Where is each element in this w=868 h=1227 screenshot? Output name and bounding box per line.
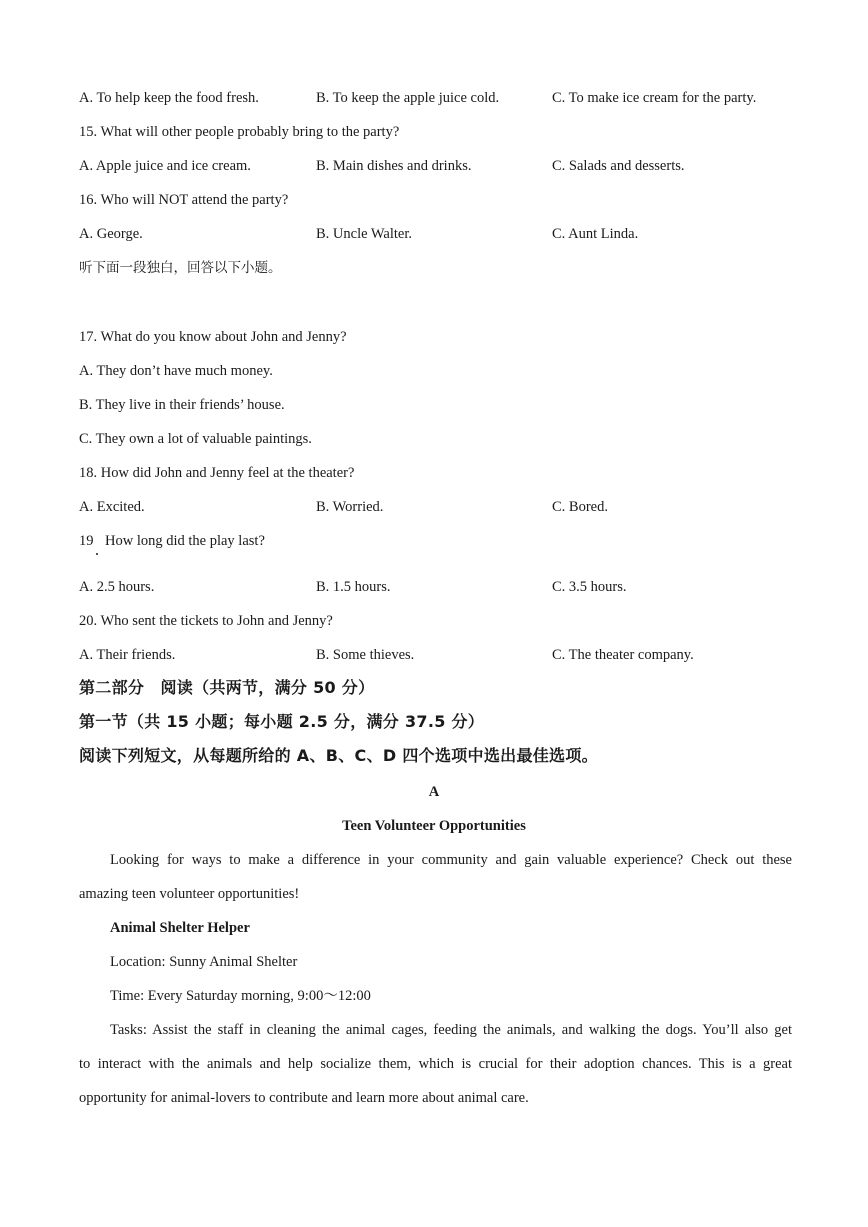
q19-question: How long did the play last? xyxy=(105,533,265,549)
q18-question: 18. How did John and Jenny feel at the theater? xyxy=(79,465,355,481)
part2-heading: 第二部分 阅读（共两节，满分 50 分） xyxy=(79,678,375,697)
q20-option-a: A. Their friends. xyxy=(79,647,176,663)
q19-period-dot xyxy=(96,553,98,555)
q15-option-b: B. Main dishes and drinks. xyxy=(316,158,472,174)
q14-option-b: B. To keep the apple juice cold. xyxy=(316,90,500,106)
reading-instruction: 阅读下列短文，从每题所给的 A、B、C、D 四个选项中选出最佳选项。 xyxy=(79,746,598,765)
q16-option-b: B. Uncle Walter. xyxy=(316,226,413,242)
section1-heading: 第一节（共 15 小题；每小题 2.5 分，满分 37.5 分） xyxy=(79,712,485,731)
item-tasks-line3: opportunity for animal-lovers to contribute and learn more about animal care. xyxy=(79,1090,529,1106)
q17-question: 17. What do you know about John and Jenny? xyxy=(79,329,347,345)
item-time: Time: Every Saturday morning, 9:00～12:00 xyxy=(110,988,371,1004)
passage-intro-line1: Looking for ways to make a difference in your community and gain valuable experience? Check out these xyxy=(110,852,792,868)
q16-question: 16. Who will NOT attend the party? xyxy=(79,192,289,208)
q18-option-a: A. Excited. xyxy=(79,499,145,515)
passage-title: Teen Volunteer Opportunities xyxy=(342,818,526,834)
q14-option-c: C. To make ice cream for the party. xyxy=(552,90,757,106)
q17-option-c: C. They own a lot of valuable paintings. xyxy=(79,431,312,447)
monologue-instruction: 听下面一段独白，回答以下小题。 xyxy=(79,260,282,276)
q14-option-a: A. To help keep the food fresh. xyxy=(79,90,259,106)
item-title: Animal Shelter Helper xyxy=(110,920,250,936)
item-tasks-line1: Tasks: Assist the staff in cleaning the animal cages, feeding the animals, and walking the dogs. You’ll also get xyxy=(110,1022,792,1038)
item-tasks-line2: to interact with the animals and help socialize them, which is crucial for their adoption chances. This is a great xyxy=(79,1056,792,1072)
q20-question: 20. Who sent the tickets to John and Jenny? xyxy=(79,613,333,629)
passage-letter: A xyxy=(428,784,440,800)
q19-number: 19 xyxy=(79,533,94,549)
q20-option-c: C. The theater company. xyxy=(552,647,694,663)
q17-option-a: A. They don’t have much money. xyxy=(79,363,273,379)
item-location: Location: Sunny Animal Shelter xyxy=(110,954,298,970)
q19-option-b: B. 1.5 hours. xyxy=(316,579,391,595)
q16-option-c: C. Aunt Linda. xyxy=(552,226,639,242)
q19-option-a: A. 2.5 hours. xyxy=(79,579,155,595)
q18-option-b: B. Worried. xyxy=(316,499,384,515)
q15-question: 15. What will other people probably bring to the party? xyxy=(79,124,400,140)
q20-option-b: B. Some thieves. xyxy=(316,647,415,663)
q19-option-c: C. 3.5 hours. xyxy=(552,579,627,595)
q17-option-b: B. They live in their friends’ house. xyxy=(79,397,285,413)
passage-intro-line2: amazing teen volunteer opportunities! xyxy=(79,886,300,902)
q16-option-a: A. George. xyxy=(79,226,143,242)
q15-option-c: C. Salads and desserts. xyxy=(552,158,685,174)
q15-option-a: A. Apple juice and ice cream. xyxy=(79,158,251,174)
q18-option-c: C. Bored. xyxy=(552,499,608,515)
